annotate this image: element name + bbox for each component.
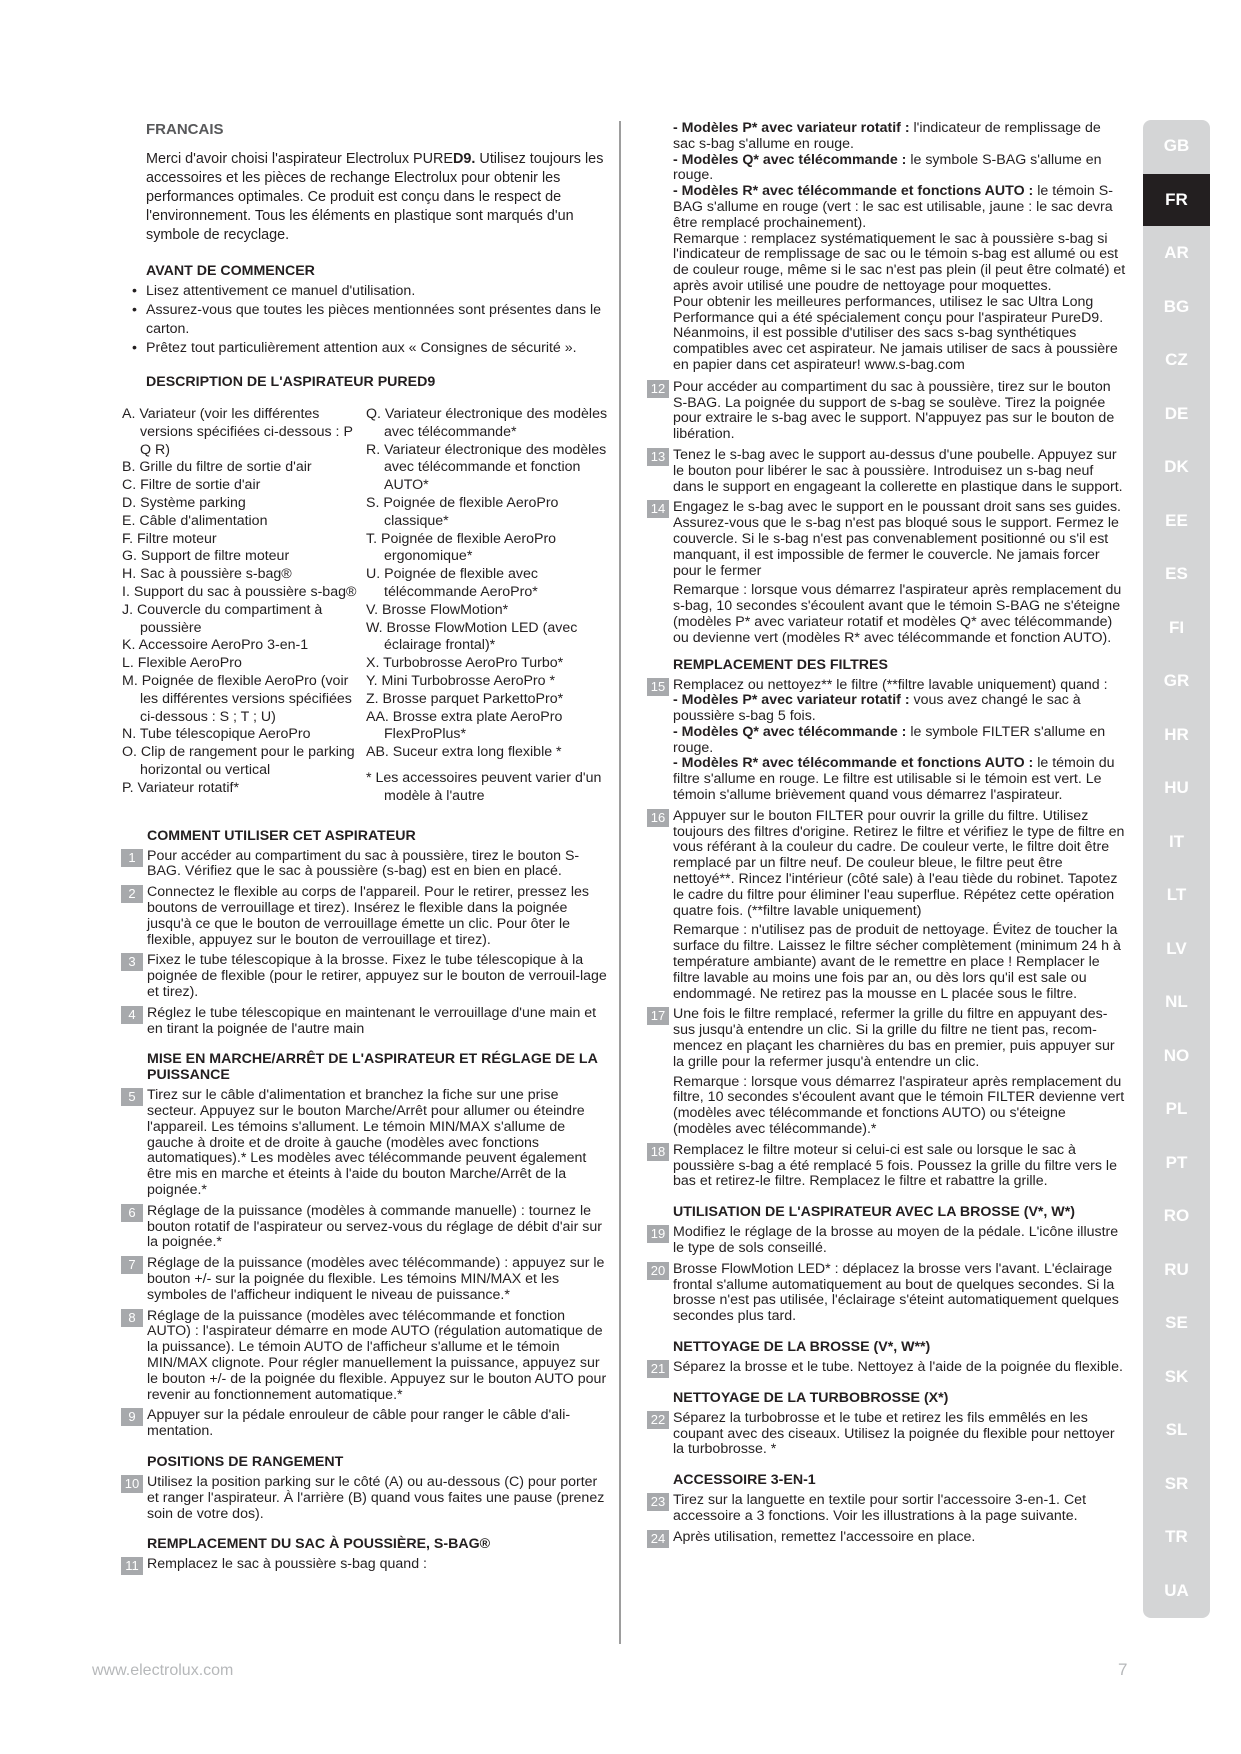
step-number: 21 (647, 1360, 669, 1378)
step-text: Appuyer sur le bouton FILTER pour ouvrir la grille du filtre. Utilisez toujours des filtres d'origine. Retirez le filtre et vérifiez le type de filtre en vous référant à la couleur du cadre. De couleur verte, le filtre doit être remplacé par un filtre neuf. De couleur bleue, le filtre peut être nettoyé**. Rincez l'intérieur (côté sale) à l'eau tiède du robinet. Tapotez le cadre du filtre pour éliminer l'eau superflue. Répétez cette opération quatre fois. (**filtre lavable uniquement) (673, 807, 1125, 919)
remark-filter-cleaning: Remarque : n'utilisez pas de produit de nettoyage. Évitez de toucher la surface du filtre. Laissez le filtre sécher complètement (minimum 24 h à température ambiante) avant de le remettre en place ! Remplacer le filtre lavable au moins une fois par an, ou dès lors qu'il est sale ou endommagé. Ne retirez pas la mousse en L placée sous le filtre. (673, 922, 1121, 1002)
remark-performance: Pour obtenir les meilleures performances, utilisez le sac Ultra Long Performance qui a été spécialement conçu pour l'aspirateur PureD9. Néanmoins, il est possible d'utiliser des sacs s-bag synthétiques compatibles avec cet aspirateur. Ne jamais utiliser de sacs à poussière en papier dans cet aspirateur! www.s-bag.com (673, 293, 1118, 373)
filter-model-q-text: le symbole FILTER s'allume en rouge. (673, 723, 1106, 756)
language-tab-dk[interactable]: DK (1164, 457, 1189, 476)
part-item: N. Tube télescopique AeroPro (122, 726, 311, 743)
language-tab-ro[interactable]: RO (1163, 1206, 1190, 1225)
model-p-label: - Modèles P* avec variateur rotatif : (673, 120, 910, 136)
language-tab-tr[interactable]: TR (1165, 1527, 1188, 1546)
language-tab-de[interactable]: DE (1164, 403, 1189, 423)
step-text: Après utilisation, remettez l'accessoire en place. (673, 1528, 976, 1545)
step-text: Séparez la turbobrosse et le tube et retirez les fils emmêlés en les coupant avec des ciseaux. Utilisez la poignée du flexible pour nettoyer la turbobrosse. * (673, 1409, 1115, 1458)
model-q-text: le symbole S-BAG s'allume en rouge. (673, 151, 1102, 184)
footer-url: www.electrolux.com (92, 1662, 234, 1679)
right-column (646, 121, 1126, 1546)
step-text: Modifiez le réglage de la brosse au moyen de la pédale. L'icône illustre le type de sols conseillé. (673, 1224, 1119, 1256)
part-item: R. Variateur électronique des modèles avec télécommande et fonction AUTO* (366, 441, 607, 494)
column-divider (619, 121, 621, 1644)
step-number: 7 (121, 1256, 143, 1274)
part-item: O. Clip de rangement pour le parking horizontal ou vertical (122, 744, 355, 778)
part-item: T. Poignée de flexible AeroPro ergonomique* (366, 530, 557, 565)
section-title-brosse: UTILISATION DE L'ASPIRATEUR AVEC LA BROSSE (V*, W*) (673, 1204, 1075, 1221)
step-text: Utilisez la position parking sur le côté (A) ou au-dessous (C) pour porter et ranger l'aspirateur. À l'arrière (B) quand vous faites une pause (prenez soin de votre dos). (147, 1474, 605, 1522)
step-number: 8 (121, 1309, 143, 1327)
step-11 (120, 1557, 610, 1573)
step-15-intro: Remplacez ou nettoyez** le filtre (**filtre lavable uniquement) quand : (673, 676, 1108, 693)
language-tab-es[interactable]: ES (1165, 564, 1188, 583)
part-item: U. Poignée de flexible avec télécommande AeroPro* (366, 566, 538, 600)
part-item: J. Couvercle du compartiment à poussière (122, 601, 323, 636)
language-tab-nl[interactable]: NL (1165, 992, 1188, 1011)
avant-list (132, 282, 610, 358)
step-9 (120, 1408, 610, 1440)
model-p-text: l'indicateur de remplissage de sac s-bag s'allume en rouge. (673, 120, 1101, 152)
language-tab-lv[interactable]: LV (1166, 938, 1187, 958)
language-tab-ru[interactable]: RU (1164, 1259, 1189, 1279)
step-3 (120, 953, 610, 1000)
step-text: Pour accéder au compartiment du sac à poussière, tirez le bouton S-BAG. Vérifiez que le sac à poussière (s-bag) est en bien en placé. (147, 847, 580, 880)
intro-text: Merci d'avoir choisi l'aspirateur Electrolux PURE (146, 151, 454, 167)
step-number: 13 (647, 448, 669, 466)
part-item: I. Support du sac à poussière s-bag® (122, 583, 357, 600)
filter-model-p-label: - Modèles P* avec variateur rotatif : (673, 692, 910, 709)
part-item: AA. Brosse extra plate AeroPro FlexProPlus* (366, 708, 563, 743)
section-title-marche: MISE EN MARCHE/ARRÊT DE L'ASPIRATEUR ET RÉGLAGE DE LA PUISSANCE (147, 1051, 598, 1084)
step-13 (646, 448, 1126, 495)
parts-note: * Les accessoires peuvent varier d'un modèle à l'autre (366, 769, 602, 804)
step-number: 17 (647, 1007, 669, 1025)
remark-filter-replacement: Remarque : lorsque vous démarrez l'aspirateur après remplacement du filtre, 10 secondes s'écoulent avant que le témoin FILTER devienne vert (modèles avec télécommande et fonctions AUTO) ou s'éteigne (modèles avec télécommande).* (673, 1073, 1125, 1138)
step-number: 23 (647, 1493, 669, 1511)
step-21 (646, 1360, 1126, 1376)
filter-model-p-text: vous avez changé le sac à poussière s-bag 5 fois. (673, 692, 1081, 725)
language-tab-bg[interactable]: BG (1163, 296, 1190, 316)
step-number: 20 (647, 1262, 669, 1280)
language-tab-hr[interactable]: HR (1164, 724, 1189, 744)
step-19 (646, 1225, 1126, 1257)
section-title-positions: POSITIONS DE RANGEMENT (147, 1454, 344, 1471)
step-text: Séparez la brosse et le tube. Nettoyez à l'aide de la poignée du flexible. (673, 1358, 1123, 1375)
language-title: FRANCAIS (146, 121, 224, 138)
step-text: Réglage de la puissance (modèles à commande manuelle) : tournez le bouton rotatif de l'aspirateur ou servez-vous du réglage de débit d'air sur la poignée.* (147, 1202, 602, 1251)
language-tab-lt[interactable]: LT (1166, 885, 1187, 904)
part-item: S. Poignée de flexible AeroPro classique* (366, 494, 559, 529)
part-item: D. Système parking (122, 494, 246, 511)
language-tab-fi[interactable]: FI (1168, 617, 1185, 637)
step-number: 15 (647, 678, 669, 696)
page-number: 7 (1118, 1660, 1128, 1679)
step-number: 19 (647, 1225, 669, 1243)
step-number: 16 (647, 809, 669, 827)
language-tab-sk[interactable]: SK (1164, 1366, 1189, 1386)
step-text: Tirez sur la languette en textile pour sortir l'accessoire 3-en-1. Cet accessoire a 3 fonctions. Voir les illustrations à la page suivante. (673, 1492, 1087, 1524)
language-tab-hu[interactable]: HU (1164, 778, 1189, 797)
part-item: E. Câble d'alimentation (122, 512, 268, 529)
part-item: W. Brosse FlowMotion LED (avec éclairage frontal)* (366, 619, 578, 654)
filter-model-q-label: - Modèles Q* avec télécommande : (673, 723, 907, 740)
step-text: Pour accéder au compartiment du sac à poussière, tirez sur le bouton S-BAG. La poignée du support de s-bag se soulève. Tirez la poignée pour extraire le s-bag avec le support. N'appuyez pas sur le bouton de libération. (673, 378, 1115, 443)
parts-column-1 (122, 406, 366, 806)
remark-sbag-replacement: Remarque : lorsque vous démarrez l'aspirateur après remplacement du s-bag, 10 secondes s'écoulent avant que le témoin S-BAG ne s'éteigne (modèles P* avec variateur rotatif et modèles Q* avec télécommande) ou devienne vert (modèles R* avec télécommande et fonction AUTO). (673, 582, 1122, 646)
language-tab-no[interactable]: NO (1163, 1045, 1190, 1065)
step-number: 3 (121, 953, 143, 971)
section-title-utiliser: COMMENT UTILISER CET ASPIRATEUR (147, 827, 416, 844)
model-r-label: - Modèles R* avec télécommande et fonctions AUTO : (673, 183, 1034, 200)
part-item: L. Flexible AeroPro (122, 655, 242, 672)
step-text: Une fois le filtre remplacé, refermer la grille du filtre en appuyant des-sus jusqu'à entendre un clic. Si la grille du filtre ne tient pas, recom-mencez en plaçant les charnières du bas en premier, puis appuyer sur la grille pour la refermer jusqu'à entendre un clic. (673, 1006, 1115, 1070)
part-item: A. Variateur (voir les différentes versions spécifiées ci-dessous : P Q R) (122, 406, 353, 458)
language-tab-fr[interactable]: FR (1143, 174, 1210, 226)
step-number: 5 (121, 1088, 143, 1106)
step-number: 10 (121, 1475, 143, 1493)
section-title-avant: AVANT DE COMMENCER (146, 263, 315, 279)
step-text: Fixez le tube télescopique à la brosse. Fixez le tube télescopique à la poignée de flexible (pour le retirer, appuyez sur le bouton de verrouil-lage et tirez). (147, 952, 607, 1000)
step-number: 22 (647, 1411, 669, 1429)
step-23 (646, 1493, 1126, 1525)
section-title-sac: REMPLACEMENT DU SAC À POUSSIÈRE, S-BAG® (147, 1536, 491, 1553)
step-text: Tirez sur le câble d'alimentation et branchez la fiche sur une prise secteur. Appuyez sur le bouton Marche/Arrêt pour allumer ou éteindre l'appareil. Les témoins s'allument. Le témoin MIN/MAX s'allume de gauche à droite et de droite à gauche (modèles avec fonctions automatiques).* Les modèles avec télécommande peuvent également être mis en marche et éteints à l'aide du bouton Marche/Arrêt de la poignée.* (147, 1087, 587, 1199)
language-tab-pt[interactable]: PT (1165, 1152, 1188, 1172)
part-item: AB. Suceur extra long flexible * (366, 744, 562, 761)
step-number: 6 (121, 1204, 143, 1222)
part-item: H. Sac à poussière s-bag® (122, 566, 292, 583)
step-16 (646, 809, 1126, 920)
step-number: 12 (647, 380, 669, 398)
step-text: Remplacez le filtre moteur si celui-ci est sale ou lorsque le sac à poussière s-bag a été remplacé 5 fois. Poussez la grille du filtre vers le bas et retirez-le filtre. Remplacez le filtre et rabattre la grille. (673, 1141, 1117, 1190)
step-text: Réglage de la puissance (modèles avec télécommande) : appuyez sur le bouton +/- sur la poignée du flexible. Les témoins MIN/MAX et les symboles de l'afficheur indiquent le niveau de puissance.* (147, 1255, 605, 1303)
step-10 (120, 1475, 610, 1522)
step-6 (120, 1204, 610, 1251)
step-number: 18 (647, 1143, 669, 1161)
step-24 (646, 1530, 1126, 1546)
part-item: B. Grille du filtre de sortie d'air (122, 459, 312, 476)
filter-model-r-text: le témoin du filtre s'allume en rouge. Le filtre est utilisable si le témoin est vert. Le témoin s'allume brièvement quand vous démarrez l'aspirateur. (673, 755, 1115, 804)
step-text: Remplacez le sac à poussière s-bag quand : (147, 1556, 427, 1573)
filter-model-r-label: - Modèles R* avec télécommande et fonctions AUTO : (673, 755, 1034, 772)
step-2 (120, 885, 610, 948)
step-8 (120, 1309, 610, 1404)
part-item: G. Support de filtre moteur (122, 548, 290, 565)
step-text: Tenez le s-bag avec le support au-dessus d'une poubelle. Appuyez sur le bouton pour libérer le sac à poussière. Introduisez un s-bag neuf dans le support en engageant la collerette en plastique dans le support. (673, 446, 1123, 495)
part-item: K. Accessoire AeroPro 3-en-1 (122, 637, 309, 654)
part-item: M. Poignée de flexible AeroPro (voir les différentes versions spécifiées ci-dessous : S ; T ; U) (122, 672, 352, 725)
step-17 (646, 1007, 1126, 1070)
step-12 (646, 380, 1126, 443)
part-item: C. Filtre de sortie d'air (122, 477, 261, 494)
step-text: Appuyer sur la pédale enrouleur de câble pour ranger le câble d'ali-mentation. (147, 1407, 571, 1440)
language-tab-se[interactable]: SE (1165, 1313, 1188, 1332)
parts-column-2 (366, 406, 610, 806)
step-number: 2 (121, 885, 143, 903)
part-item: Q. Variateur électronique des modèles avec télécommande* (366, 406, 608, 440)
model-q-label: - Modèles Q* avec télécommande : (673, 151, 907, 168)
step-number: 9 (121, 1408, 143, 1426)
section-title-turbobrosse: NETTOYAGE DE LA TURBOBROSSE (X*) (673, 1389, 949, 1406)
step-text: Brosse FlowMotion LED* : déplacez la brosse vers l'avant. L'éclairage frontal s'allume automatiquement au bout de quelques secondes. Si la brosse n'est pas utilisée, l'éclairage s'éteint automatiquement quelques secondes plus tard. (673, 1260, 1119, 1325)
language-tab-sr[interactable]: SR (1164, 1473, 1189, 1493)
section-title-description: DESCRIPTION DE L'ASPIRATEUR PURED9 (146, 374, 436, 390)
language-tab-gb[interactable]: GB (1163, 136, 1190, 155)
sbag-models-info (673, 121, 1126, 232)
part-item: V. Brosse FlowMotion* (366, 601, 509, 618)
step-number: 4 (121, 1006, 143, 1024)
intro-paragraph (146, 150, 610, 245)
step-4 (120, 1006, 610, 1038)
step-number: 24 (647, 1530, 669, 1548)
step-text: Engagez le s-bag avec le support en le poussant droit sans ses guides. Assurez-vous que le s-bag n'est pas bloqué sous le support. Fermez le couvercle. Si le s-bag n'est pas convenablement positionné ou s'il est manquant, il est impossible de fermer le couvercle. Ne jamais forcer pour le fermer (673, 499, 1121, 579)
language-tab-ee[interactable]: EE (1165, 510, 1188, 530)
intro-text-end: Utilisez toujours les accessoires et les pièces de rechange Electrolux pour obtenir les performances optimales. Ce produit est conçu dans le respect de l'environnement. Tous les éléments en plastique sont marqués d'un symbole de recyclage. (146, 151, 604, 243)
part-item: Z. Brosse parquet ParkettoPro* (366, 690, 564, 707)
step-text (673, 678, 1126, 804)
section-title-nettoyage: NETTOYAGE DE LA BROSSE (V*, W**) (673, 1338, 931, 1355)
avant-item: • Prêtez tout particulièrement attention aux « Consignes de sécurité ». (132, 339, 610, 358)
language-tab-cz[interactable]: CZ (1165, 350, 1188, 369)
language-tab-gr[interactable]: GR (1163, 671, 1190, 690)
part-item: P. Variateur rotatif* (122, 779, 239, 796)
part-item: X. Turbobrosse AeroPro Turbo* (366, 655, 564, 672)
language-tab-ar[interactable]: AR (1164, 243, 1189, 262)
step-1 (120, 849, 610, 881)
step-5 (120, 1088, 610, 1199)
language-tab-it[interactable]: IT (1168, 831, 1185, 851)
parts-list (122, 406, 610, 806)
left-column (120, 120, 610, 1573)
step-14 (646, 500, 1126, 579)
language-tab-pl[interactable]: PL (1165, 1099, 1188, 1118)
language-tabs (1143, 120, 1210, 1618)
step-18 (646, 1143, 1126, 1190)
step-20 (646, 1262, 1126, 1325)
model-r-text: le témoin S-BAG s'allume en rouge (vert : le sac est utilisable, jaune : le sac devra être remplacé prochainement). (673, 183, 1113, 231)
step-text: Connectez le flexible au corps de l'appareil. Pour le retirer, pressez les boutons de verrouillage et tirez). Insérez le flexible dans la poignée jusqu'à ce que le bouton de verrouillage émette un clic. Pour ôter le flexible, appuyez sur le bouton de verrouillage et tirez). (147, 884, 589, 948)
part-item: F. Filtre moteur (122, 530, 217, 547)
avant-item: • Assurez-vous que toutes les pièces mentionnées sont présentes dans le carton. (132, 301, 610, 339)
step-number: 14 (647, 500, 669, 518)
avant-item: • Lisez attentivement ce manuel d'utilisation. (132, 282, 610, 301)
language-tab-ua[interactable]: UA (1164, 1580, 1189, 1600)
section-title-filtres: REMPLACEMENT DES FILTRES (673, 656, 888, 673)
part-item: Y. Mini Turbobrosse AeroPro * (366, 672, 555, 689)
step-text: Réglage de la puissance (modèles avec télécommande et fonction AUTO) : l'aspirateur démarre en mode AUTO (régulation automatique de la puissance). Le témoin AUTO de l'afficheur s'allume et le témoin MIN/MAX clignote. Pour régler manuellement la puissance, appuyez sur le bouton +/- de la poignée du flexible. Appuyez sur le bouton AUTO pour revenir au fonctionnement automatique.* (147, 1307, 607, 1403)
step-15 (646, 678, 1126, 804)
step-7 (120, 1256, 610, 1303)
language-tab-sl[interactable]: SL (1165, 1420, 1188, 1439)
section-title-accessoire: ACCESSOIRE 3-EN-1 (673, 1472, 816, 1489)
step-22 (646, 1411, 1126, 1458)
intro-model: D9. (453, 151, 476, 167)
step-number: 11 (121, 1557, 143, 1575)
remark-sbag: Remarque : remplacez systématiquement le sac à poussière s-bag si l'indicateur de remplissage de sac ou le témoin s-bag est allumé ou est de couleur rouge, même si le sac n'est pas plein (il peut être colmaté) et après avoir utilisé une poudre de nettoyage pour moquettes. (673, 230, 1126, 294)
step-number: 1 (121, 849, 143, 867)
step-text: Réglez le tube télescopique en maintenant le verrouillage d'une main et en tirant la poignée de l'autre main (147, 1004, 597, 1037)
